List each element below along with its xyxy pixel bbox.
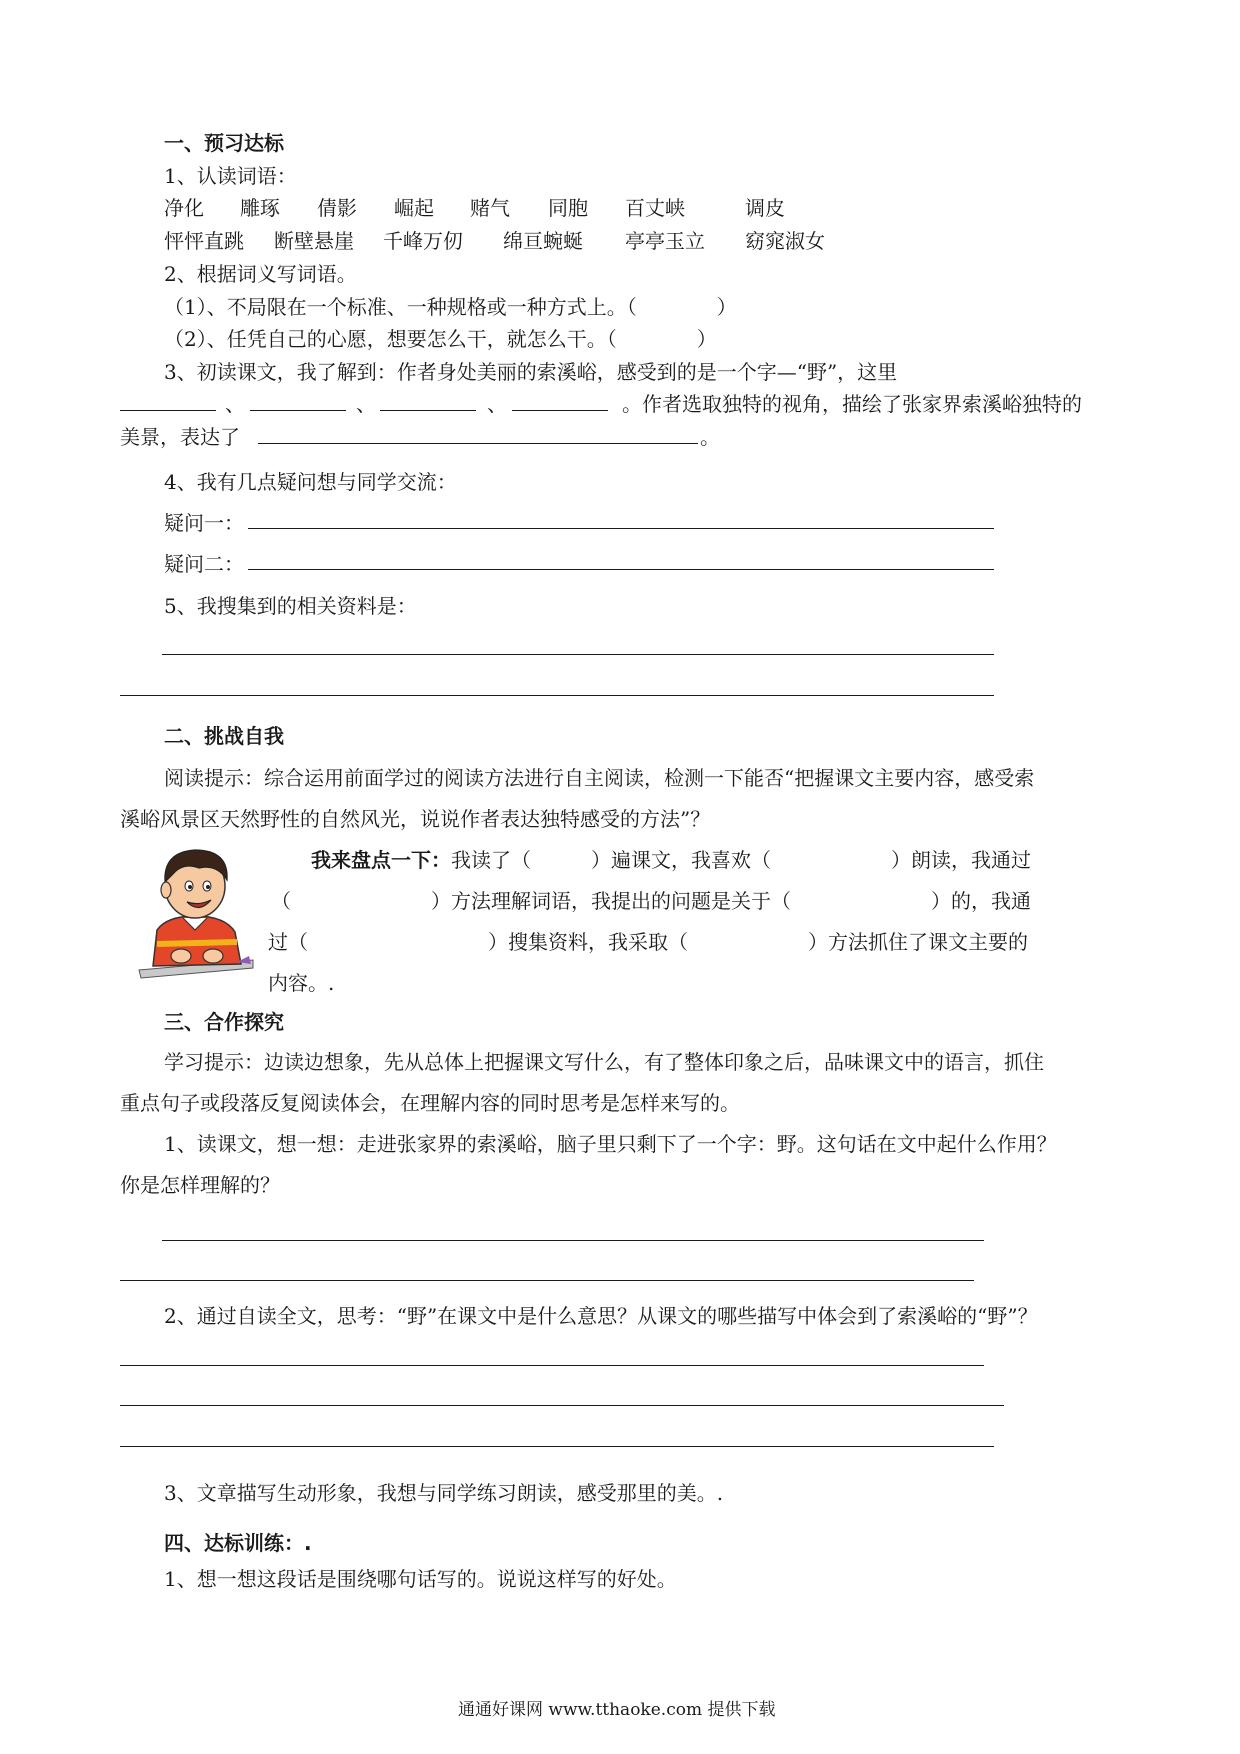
word: 赌气 xyxy=(470,196,510,220)
word: 断壁悬崖 xyxy=(274,229,354,253)
s1-q1: 1、认读词语： xyxy=(164,164,297,188)
s3-q2: 2、通过自读全文，思考：“野”在课文中是什么意思？从课文的哪些描写中体会到了索溪峪的“野”？ xyxy=(164,1304,1038,1328)
section-1-heading: 一、预习达标 xyxy=(164,131,284,155)
footer-text: 通通好课网 www.tthaoke.com 提供下载 xyxy=(458,1700,776,1720)
s1-q4: 4、我有几点疑问想与同学交流： xyxy=(164,470,457,494)
answer-line[interactable] xyxy=(120,1446,994,1447)
s4-q1: 1、想一想这段话是围绕哪句话写的。说说这样写的好处。 xyxy=(164,1567,677,1591)
answer-line[interactable] xyxy=(120,1365,984,1366)
s2-hint-line-2: 溪峪风景区天然野性的自然风光，说说作者表达独特感受的方法”？ xyxy=(120,807,711,831)
word: 亭亭玉立 xyxy=(625,229,705,253)
word: 绵亘蜿蜒 xyxy=(503,229,583,253)
s1-q5: 5、我搜集到的相关资料是： xyxy=(164,594,417,618)
s3-q3: 3、文章描写生动形象，我想与同学练习朗读，感受那里的美。. xyxy=(164,1481,724,1505)
s2-hint-line-1: 阅读提示：综合运用前面学过的阅读方法进行自主阅读，检测一下能否“把握课文主要内容，感受索 xyxy=(164,766,1035,790)
word: 千峰万仞 xyxy=(383,229,463,253)
material-blank[interactable] xyxy=(120,695,994,696)
s1-q3-line-1: 3、初读课文，我了解到：作者身处美丽的索溪峪，感受到的是一个字—“野”，这里 xyxy=(164,360,898,384)
separator: 、 xyxy=(356,392,376,416)
section-2-heading: 二、挑战自我 xyxy=(164,724,284,748)
inventory-text-1: 我读了（ ）遍课文，我喜欢（ ）朗读，我通过 xyxy=(451,848,1031,872)
word: 雕琢 xyxy=(240,196,280,220)
s1-q2-1: （1）、不局限在一个标准、一种规格或一种方式上。（ ） xyxy=(164,295,737,319)
doubt-1-blank[interactable] xyxy=(248,528,994,529)
answer-blank[interactable] xyxy=(512,410,608,411)
inventory-line-1 xyxy=(311,844,1031,873)
section-4-heading: 四、达标训练：. xyxy=(164,1531,312,1555)
separator: 、 xyxy=(487,392,507,416)
s1-q3-line-3: 美景，表达了 xyxy=(120,425,240,449)
separator: 、 xyxy=(225,392,245,416)
answer-line[interactable] xyxy=(120,1280,974,1281)
s1-q2-2: （2）、任凭自己的心愿，想要怎么干，就怎么干。（ ） xyxy=(164,327,717,351)
answer-blank[interactable] xyxy=(258,443,698,444)
inventory-line-3: 过（ ）搜集资料，我采取（ ）方法抓住了课文主要的 xyxy=(268,930,1028,954)
doubt-2-label: 疑问二： xyxy=(164,552,244,576)
word: 窈窕淑女 xyxy=(745,229,825,253)
s3-hint-line-1: 学习提示：边读边想象，先从总体上把握课文写什么，有了整体印象之后，品味课文中的语言，抓住 xyxy=(164,1050,1044,1074)
word: 调皮 xyxy=(745,196,785,220)
word: 净化 xyxy=(164,196,204,220)
answer-blank[interactable] xyxy=(250,410,346,411)
word: 倩影 xyxy=(317,196,357,220)
material-blank[interactable] xyxy=(162,654,994,655)
inventory-line-4: 内容。. xyxy=(268,971,335,995)
section-3-heading: 三、合作探究 xyxy=(164,1010,284,1034)
boy-illustration xyxy=(137,834,255,982)
doubt-1-label: 疑问一： xyxy=(164,511,244,535)
word: 同胞 xyxy=(548,196,588,220)
inventory-title: 我来盘点一下： xyxy=(311,848,451,872)
answer-line[interactable] xyxy=(120,1405,1004,1406)
doubt-2-blank[interactable] xyxy=(248,569,994,570)
word: 怦怦直跳 xyxy=(164,229,244,253)
inventory-line-2: （ ）方法理解词语，我提出的问题是关于（ ）的，我通 xyxy=(271,889,1031,913)
s1-q3-line-2: 。作者选取独特的视角，描绘了张家界索溪峪独特的 xyxy=(622,392,1082,416)
answer-blank[interactable] xyxy=(380,410,476,411)
s3-q1-line-1: 1、读课文，想一想：走进张家界的索溪峪，脑子里只剩下了一个字：野。这句话在文中起什么作用？ xyxy=(164,1132,1057,1156)
word: 崛起 xyxy=(394,196,434,220)
period: 。 xyxy=(700,425,720,449)
s3-q1-line-2: 你是怎样理解的？ xyxy=(120,1173,280,1197)
s1-q2: 2、根据词义写词语。 xyxy=(164,262,357,286)
answer-blank[interactable] xyxy=(120,410,216,411)
answer-line[interactable] xyxy=(162,1240,984,1241)
word: 百丈峡 xyxy=(625,196,685,220)
s3-hint-line-2: 重点句子或段落反复阅读体会，在理解内容的同时思考是怎样来写的。 xyxy=(120,1091,740,1115)
